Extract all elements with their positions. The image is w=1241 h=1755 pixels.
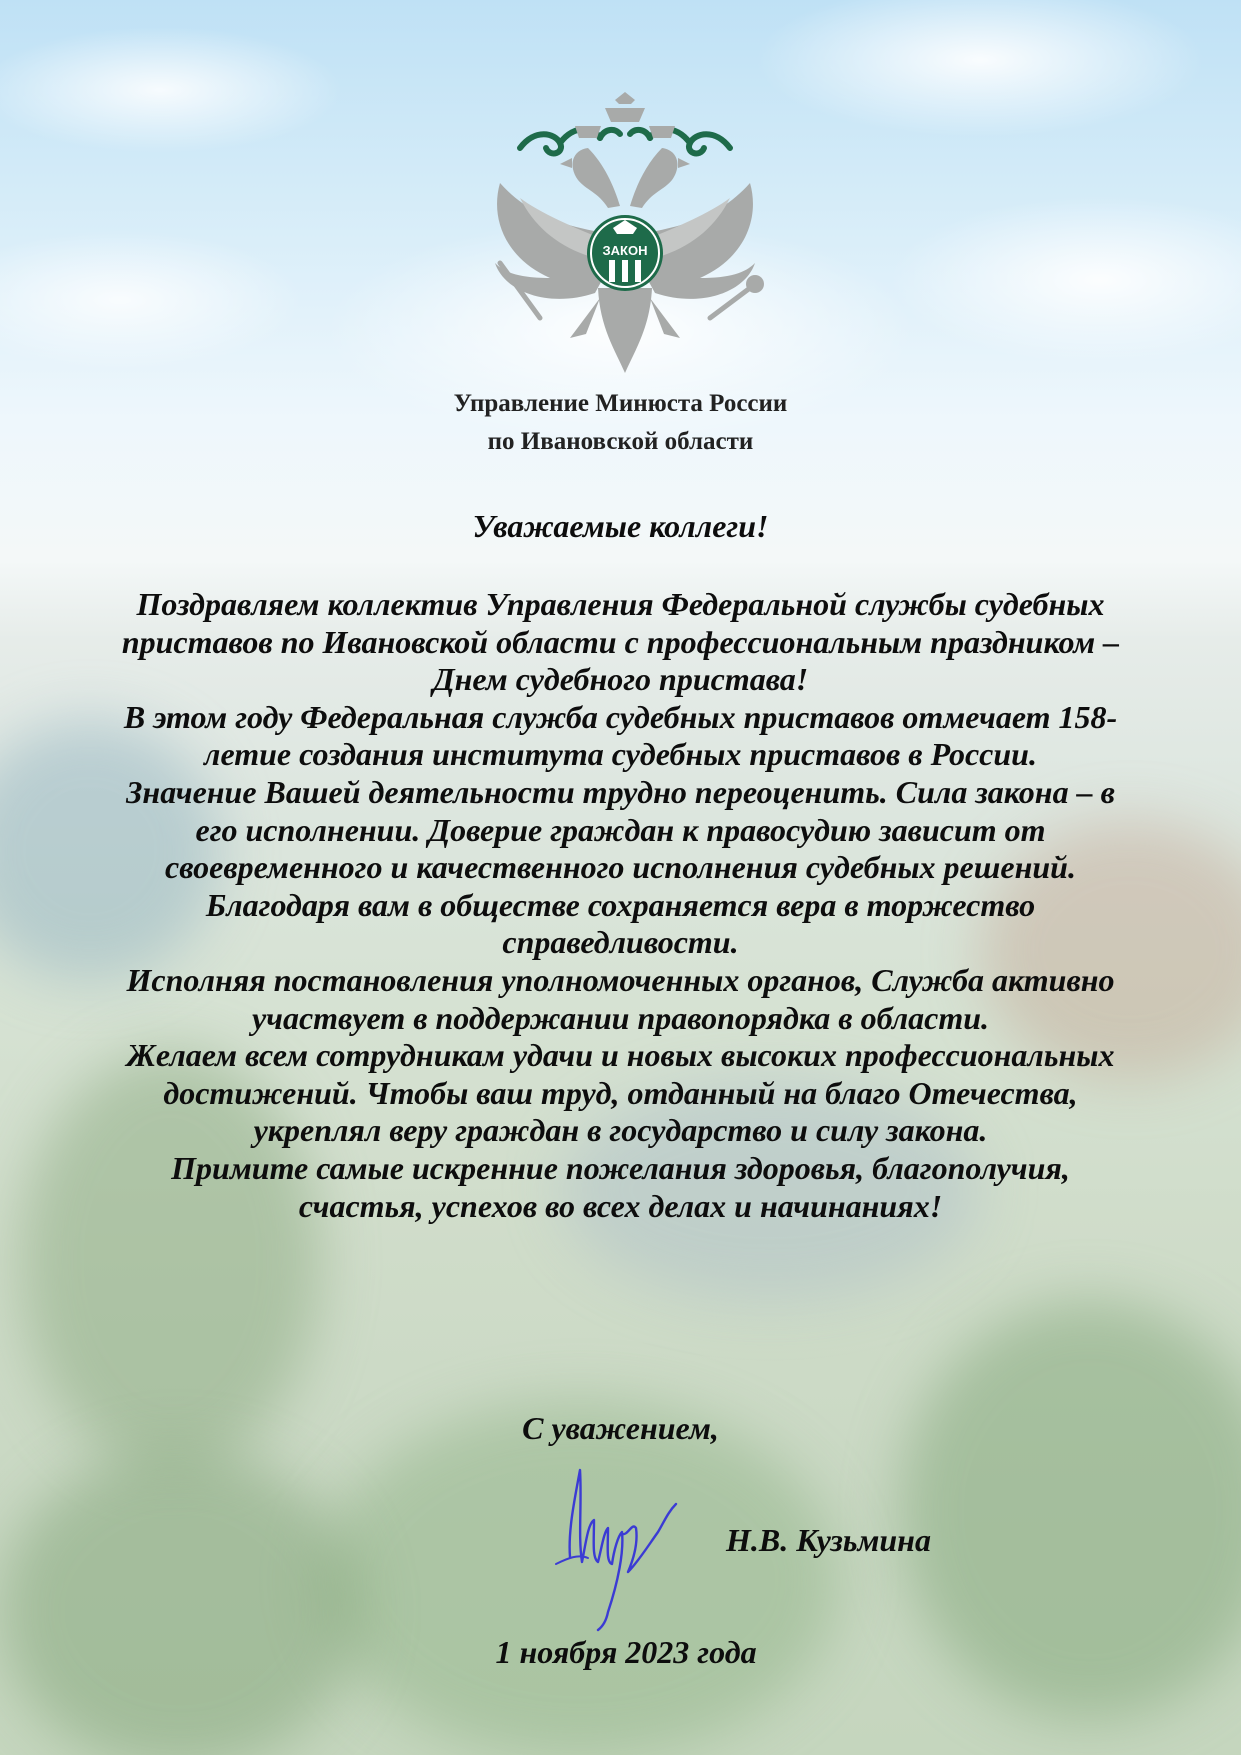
greeting: Уважаемые коллеги! <box>472 508 769 544</box>
organization-region: по Ивановской области <box>487 428 754 455</box>
paragraph: Поздравляем коллектив Управления Федеральной службы судебных приставов по Ивановской области с профессиональным праздником – Днем судебного пристава! <box>121 586 1120 698</box>
organization-name: Управление Минюста России <box>453 390 788 417</box>
paragraph: В этом году Федеральная служба судебных приставов отмечает 158-летие создания института судебных приставов в России. <box>123 698 1118 773</box>
signer-name: Н.В. Кузьмина <box>726 1522 931 1558</box>
paragraph: Примите самые искренние пожелания здоровья, благополучия, счастья, успехов во всех делах и начинаниях! <box>171 1149 1070 1224</box>
handwritten-signature-icon <box>548 1462 678 1632</box>
letter-body <box>110 586 1131 1225</box>
paragraph: Желаем всем сотрудникам удачи и новых высоких профессиональных достижений. Чтобы ваш труд, отданный на благо Отечества, укреплял веру граждан в государство и силу закона. <box>126 1037 1115 1149</box>
letter-date: 1 ноября 2023 года <box>495 1634 757 1670</box>
emblem-text: ЗАКОН <box>602 243 648 258</box>
background-blur <box>0 1450 360 1755</box>
paragraph: Исполняя постановления уполномоченных органов, Служба активно участвует в поддержании правопорядка в области. <box>126 961 1115 1036</box>
paragraph: Значение Вашей деятельности трудно переоценить. Сила закона – в его исполнении. Доверие граждан к правосудию зависит от своевременного и качественного исполнения судебных решений. Благодаря вам в обществе сохраняется вера в торжество справедливости. <box>126 773 1115 961</box>
double-headed-eagle-emblem-icon <box>480 88 770 378</box>
closing: С уважением, <box>522 1410 719 1446</box>
